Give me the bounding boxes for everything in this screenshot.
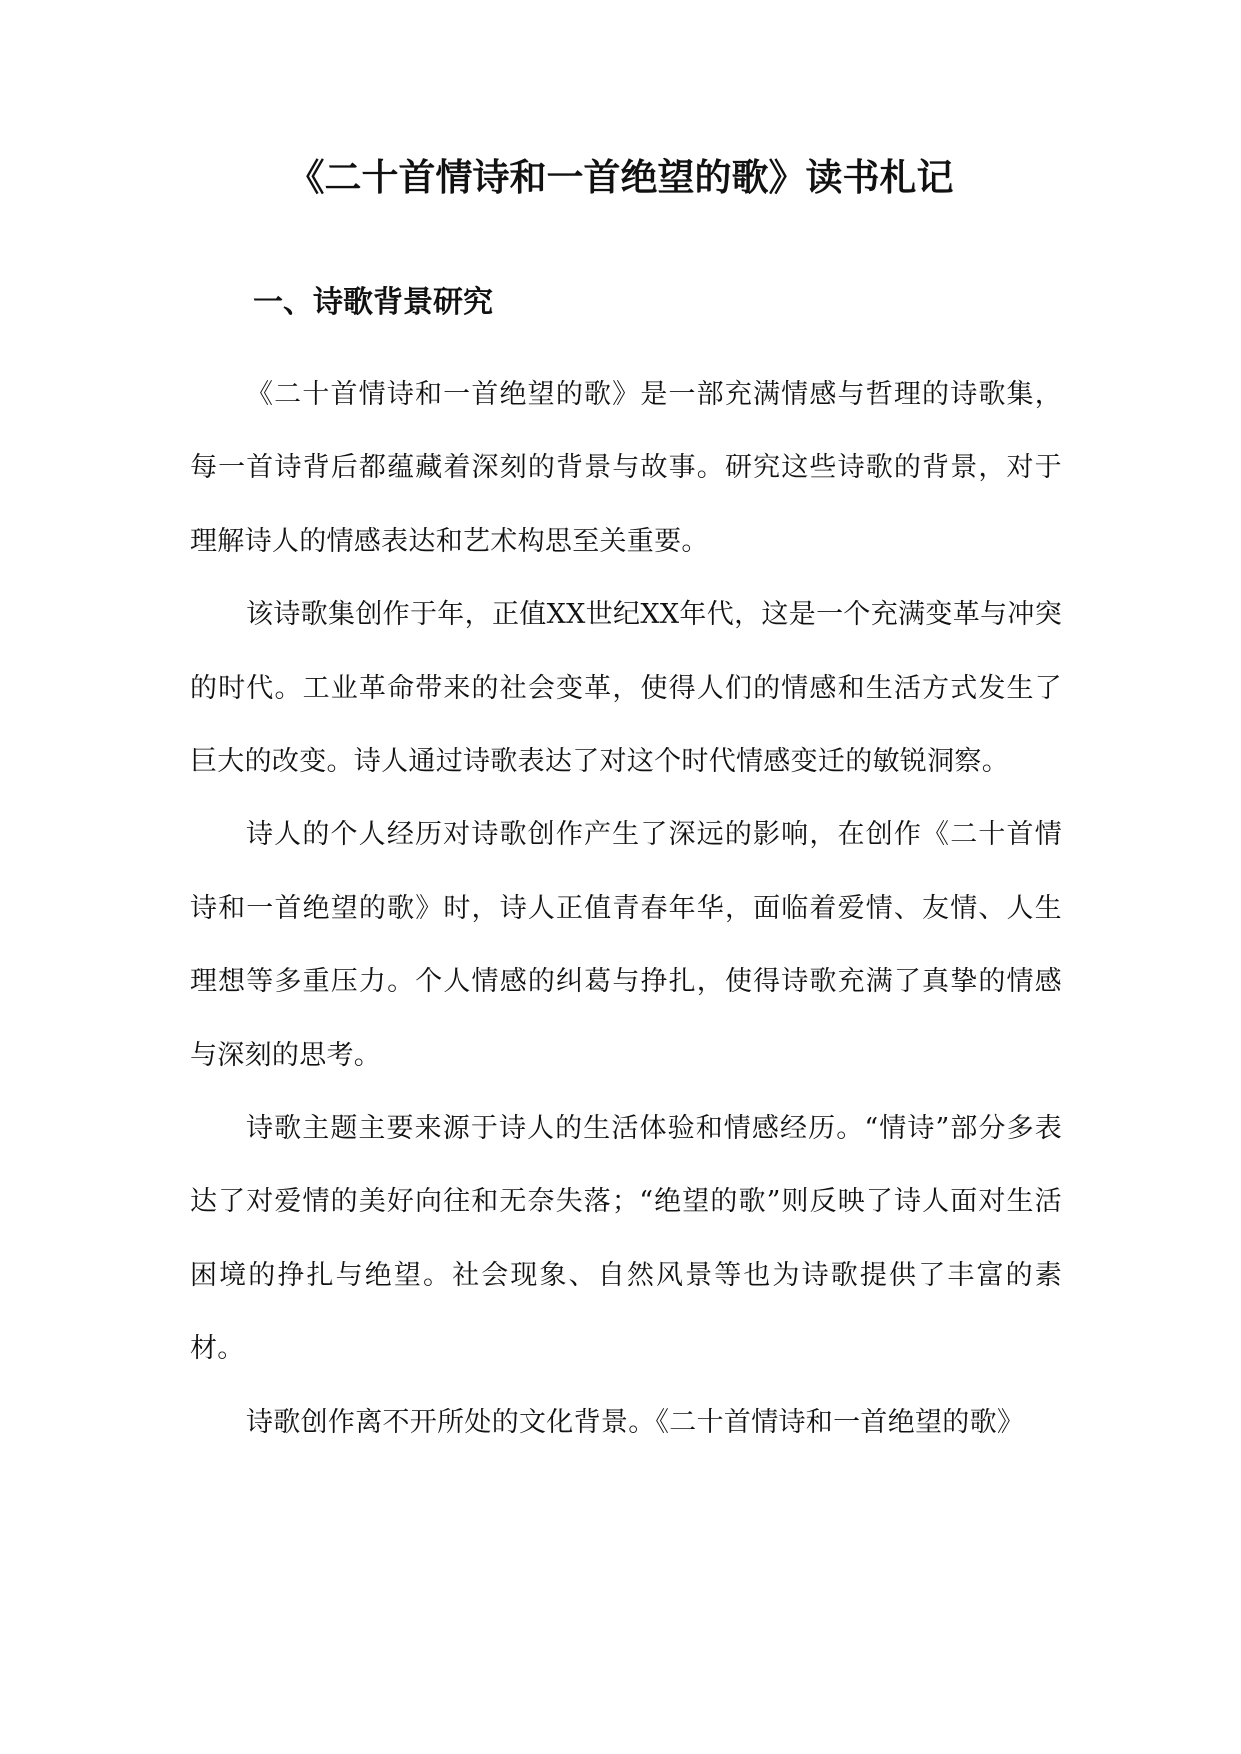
section-heading: 一、诗歌背景研究 [253, 285, 493, 320]
page-title: 《二十首情诗和一首绝望的歌》读书札记 [287, 156, 954, 199]
section-body [190, 358, 1062, 1459]
paragraph-4: 诗歌主题主要来源于诗人的生活体验和情感经历。“情诗”部分多表达了对爱情的美好向往和无奈失落；“绝望的歌”则反映了诗人面对生活困境的挣扎与绝望。社会现象、自然风景等也为诗歌提供了丰富的素材。 [190, 1113, 1062, 1365]
paragraph-5: 诗歌创作离不开所处的文化背景。《二十首情诗和一首绝望的歌》 [246, 1406, 1025, 1438]
paragraph-2: 该诗歌集创作于年，正值XX世纪XX年代，这是一个充满变革与冲突的时代。工业革命带来的社会变革，使得人们的情感和生活方式发生了巨大的改变。诗人通过诗歌表达了对这个时代情感变迁的敏锐洞察。 [190, 599, 1062, 778]
paragraph-1: 《二十首情诗和一首绝望的歌》是一部充满情感与哲理的诗歌集，每一首诗背后都蕴藏着深刻的背景与故事。研究这些诗歌的背景，对于理解诗人的情感表达和艺术构思至关重要。 [190, 379, 1062, 557]
paragraph-3: 诗人的个人经历对诗歌创作产生了深远的影响，在创作《二十首情诗和一首绝望的歌》时，诗人正值青春年华，面临着爱情、友情、人生理想等多重压力。个人情感的纠葛与挣扎，使得诗歌充满了真挚的情感与深刻的思考。 [190, 819, 1062, 1071]
